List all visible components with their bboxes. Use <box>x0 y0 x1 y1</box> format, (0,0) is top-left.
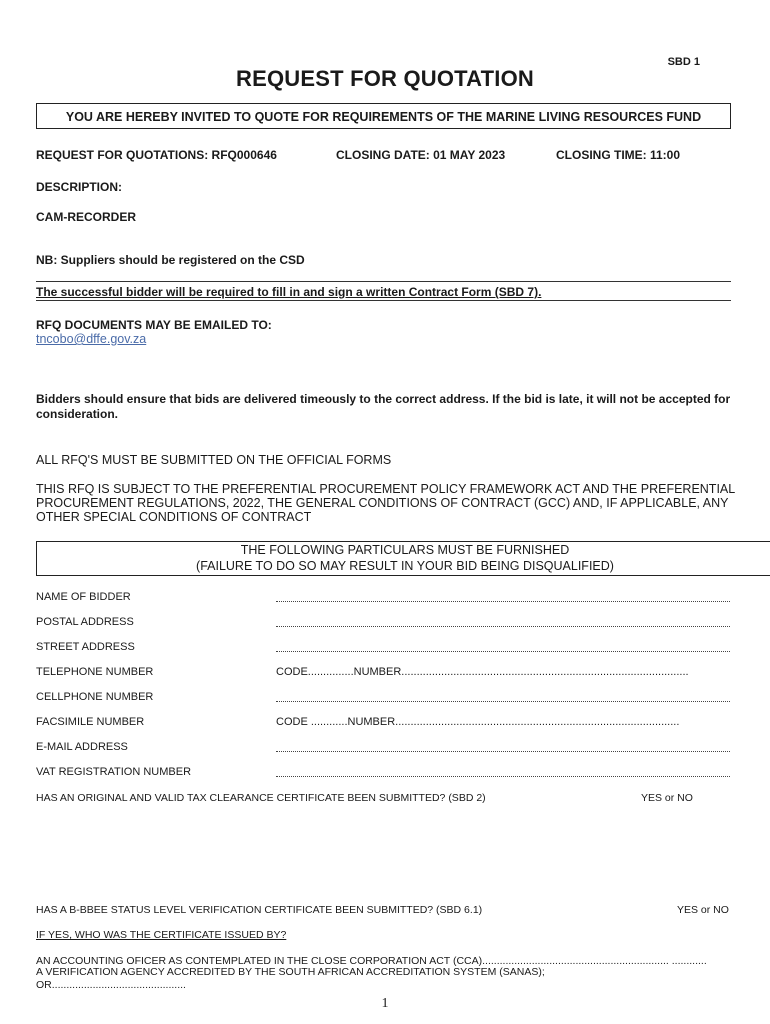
fax-label: FACSIMILE NUMBER <box>36 716 145 728</box>
issued-by-question: IF YES, WHO WAS THE CERTIFICATE ISSUED BY? <box>36 929 287 941</box>
telephone-field[interactable]: CODE...............NUMBER.............................................................................................. <box>276 666 689 678</box>
description-value: CAM-RECORDER <box>36 210 136 224</box>
particulars-heading: THE FOLLOWING PARTICULARS MUST BE FURNISHED <box>240 543 570 557</box>
postal-field[interactable] <box>276 616 730 627</box>
cellphone-field[interactable] <box>276 691 730 702</box>
page-number: 1 <box>381 996 389 1011</box>
vat-label: VAT REGISTRATION NUMBER <box>36 766 192 778</box>
email-field-label: E-MAIL ADDRESS <box>36 741 128 753</box>
email-link[interactable]: tncobo@dffe.gov.za <box>36 332 147 346</box>
street-field[interactable] <box>276 641 730 652</box>
divider-bottom <box>36 300 731 301</box>
issuer-cca: AN ACCOUNTING OFICER AS CONTEMPLATED IN THE CLOSE CORPORATION ACT (CCA)................................................................ ............ <box>36 955 707 967</box>
form-code: SBD 1 <box>667 56 700 68</box>
street-label: STREET ADDRESS <box>36 641 135 653</box>
subject-note: THIS RFQ IS SUBJECT TO THE PREFERENTIAL PROCUREMENT POLICY FRAMEWORK ACT AND THE PREFERENTIAL PROCUREMENT REGULATIONS, 2022, THE GENERAL CONDITIONS OF CONTRACT (GCC) AND, IF APPLICABLE, ANY OTHER SPECIAL CONDITIONS OF CONTRACT <box>36 482 735 524</box>
telephone-label: TELEPHONE NUMBER <box>36 666 154 678</box>
postal-label: POSTAL ADDRESS <box>36 616 134 628</box>
vat-field[interactable] <box>276 766 730 777</box>
contract-note: The successful bidder will be required to fill in and sign a written Contract Form (SBD 7). <box>36 285 542 299</box>
csd-note: NB: Suppliers should be registered on the CSD <box>36 253 305 267</box>
official-forms-note: ALL RFQ'S MUST BE SUBMITTED ON THE OFFICIAL FORMS <box>36 453 392 467</box>
cellphone-label: CELLPHONE NUMBER <box>36 691 154 703</box>
tax-answer[interactable]: YES or NO <box>641 792 693 804</box>
fax-field[interactable]: CODE ............NUMBER............................................................................................. <box>276 716 680 728</box>
invitation-text: YOU ARE HEREBY INVITED TO QUOTE FOR REQUIREMENTS OF THE MARINE LIVING RESOURCES FUND <box>65 110 702 124</box>
tax-question: HAS AN ORIGINAL AND VALID TAX CLEARANCE CERTIFICATE BEEN SUBMITTED? (SBD 2) <box>36 792 486 804</box>
page-title: REQUEST FOR QUOTATION <box>236 66 534 91</box>
issuer-sanas: A VERIFICATION AGENCY ACCREDITED BY THE SOUTH AFRICAN ACCREDITATION SYSTEM (SANAS); <box>36 966 545 978</box>
email-field[interactable] <box>276 741 730 752</box>
name-label: NAME OF BIDDER <box>36 591 131 603</box>
bbbee-question: HAS A B-BBEE STATUS LEVEL VERIFICATION CERTIFICATE BEEN SUBMITTED? (SBD 6.1) <box>36 904 483 916</box>
rfq-number: REQUEST FOR QUOTATIONS: RFQ000646 <box>36 148 277 162</box>
bbbee-answer[interactable]: YES or NO <box>677 904 729 916</box>
particulars-subheading: (FAILURE TO DO SO MAY RESULT IN YOUR BID BEING DISQUALIFIED) <box>196 559 614 573</box>
issuer-or: OR.............................................. <box>36 979 186 991</box>
name-field[interactable] <box>276 591 730 602</box>
delivery-note: Bidders should ensure that bids are delivered timeously to the correct address. If the bid is late, it will not be accepted for consideration. <box>36 392 731 421</box>
divider-top <box>36 281 731 282</box>
description-label: DESCRIPTION: <box>36 180 123 194</box>
closing-time: CLOSING TIME: 11:00 <box>556 148 681 162</box>
email-label: RFQ DOCUMENTS MAY BE EMAILED TO: <box>36 318 272 332</box>
closing-date: CLOSING DATE: 01 MAY 2023 <box>336 148 506 162</box>
